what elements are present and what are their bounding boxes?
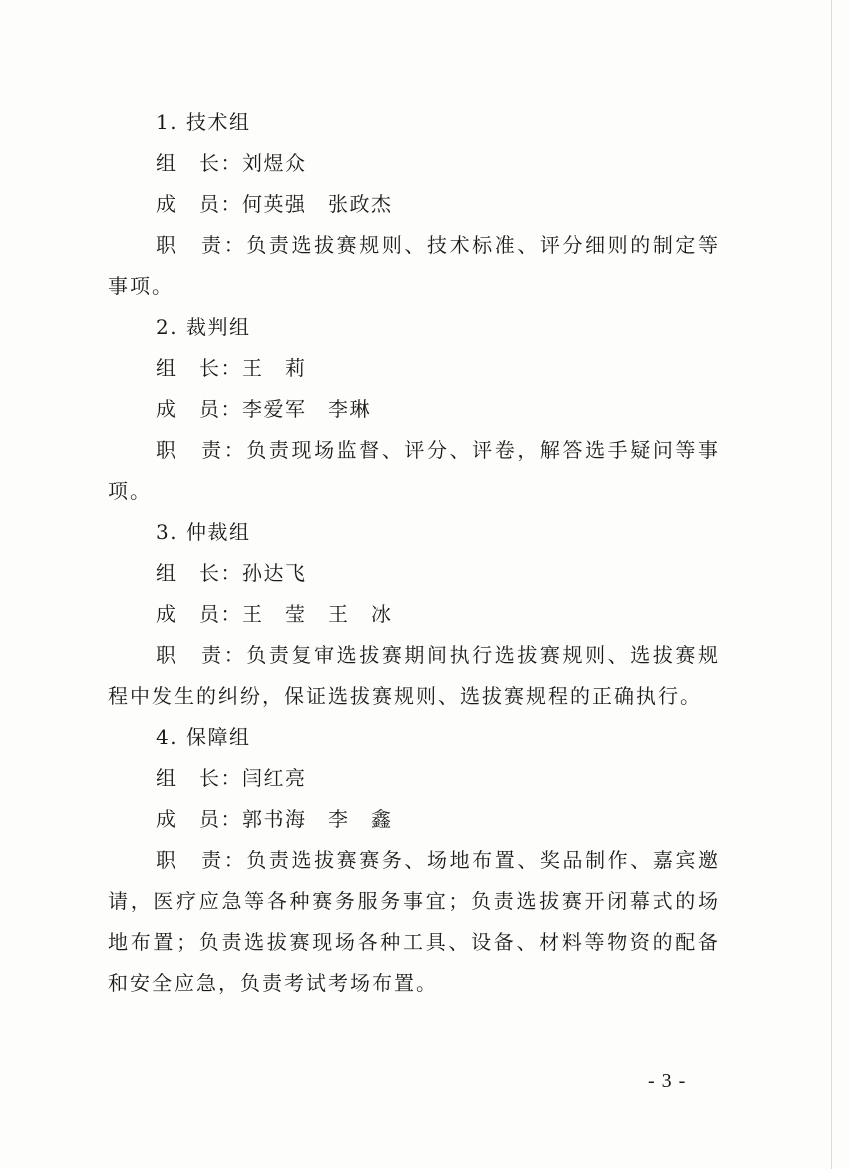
- group-duty: 职 责：负责选拔赛规则、技术标准、评分细则的制定等事项。: [108, 233, 720, 298]
- group-duty: 职 责：负责复审选拔赛期间执行选拔赛规则、选拔赛规程中发生的纠纷，保证选拔赛规则、选拔赛规程的正确执行。: [108, 643, 720, 708]
- group-duty: 职 责：负责选拔赛赛务、场地布置、奖品制作、嘉宾邀请，医疗应急等各种赛务服务事宜；负责选拔赛开闭幕式的场地布置；负责选拔赛现场各种工具、设备、材料等物资的配备和安全应急，负责考试考场布置。: [108, 848, 720, 995]
- group-section-arbitration: [108, 512, 720, 717]
- group-members: 成 员：何英强 张政杰: [156, 192, 393, 216]
- page-number: - 3 -: [648, 1070, 687, 1092]
- group-leader: 组 长：闫红亮: [156, 766, 307, 790]
- group-leader: 组 长：孙达飞: [156, 561, 307, 585]
- group-members: 成 员：郭书海 李 鑫: [156, 807, 393, 831]
- group-title: 4. 保障组: [156, 725, 251, 749]
- group-leader: 组 长：刘煜众: [156, 151, 307, 175]
- group-section-technical: [108, 102, 720, 307]
- group-duty: 职 责：负责现场监督、评分、评卷，解答选手疑问等事项。: [108, 438, 720, 503]
- group-title: 3. 仲裁组: [156, 520, 251, 544]
- group-title: 2. 裁判组: [156, 315, 251, 339]
- group-section-support: [108, 717, 720, 1004]
- group-members: 成 员：王 莹 王 冰: [156, 602, 393, 626]
- group-members: 成 员：李爱军 李琳: [156, 397, 371, 421]
- group-section-referee: [108, 307, 720, 512]
- group-title: 1. 技术组: [156, 110, 251, 134]
- scan-edge-line: [831, 0, 832, 1169]
- document-body: [108, 102, 720, 1004]
- group-leader: 组 长：王 莉: [156, 356, 307, 380]
